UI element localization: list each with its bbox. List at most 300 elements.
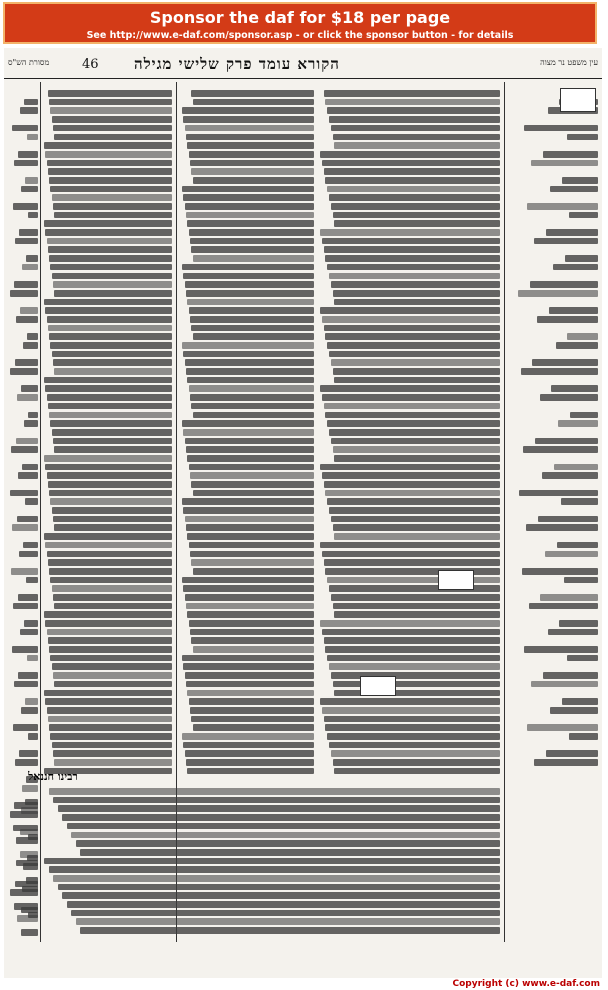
text-line: [329, 742, 500, 749]
text-line: [53, 797, 500, 804]
text-line: [50, 420, 172, 427]
text-line: [24, 620, 38, 627]
text-line: [322, 394, 500, 401]
text-line: [331, 516, 500, 523]
text-line: [324, 559, 500, 566]
text-line: [320, 464, 500, 471]
text-line: [190, 160, 314, 167]
text-line: [193, 412, 314, 419]
text-line: [183, 429, 314, 436]
text-line: [50, 107, 172, 114]
text-line: [186, 681, 314, 688]
text-line: [54, 603, 172, 610]
text-line: [25, 799, 38, 806]
text-line: [182, 264, 314, 271]
text-line: [53, 875, 500, 882]
text-line: [183, 116, 314, 123]
text-line: [325, 333, 500, 340]
text-line: [187, 299, 314, 306]
text-line: [52, 742, 172, 749]
text-line: [16, 316, 38, 323]
text-line: [26, 577, 38, 584]
text-line: [186, 446, 314, 453]
text-line: [325, 99, 500, 106]
text-line: [329, 429, 500, 436]
text-line: [52, 116, 172, 123]
text-line: [570, 412, 598, 419]
text-line: [329, 273, 500, 280]
text-line: [322, 472, 500, 479]
text-line: [45, 620, 172, 627]
text-line: [189, 385, 314, 392]
text-line: [191, 559, 314, 566]
text-line: [12, 125, 38, 132]
text-line: [527, 724, 598, 731]
text-line: [324, 168, 500, 175]
text-line: [546, 750, 598, 757]
text-line: [187, 142, 314, 149]
text-line: [524, 125, 598, 132]
text-line: [187, 533, 314, 540]
text-line: [182, 186, 314, 193]
text-line: [548, 629, 598, 636]
text-line: [44, 690, 172, 697]
text-line: [47, 316, 172, 323]
page-number: 46: [82, 57, 99, 72]
text-line: [545, 551, 598, 558]
tosafot-column: [44, 88, 172, 778]
text-line: [23, 542, 38, 549]
text-line: [52, 663, 172, 670]
text-line: [54, 446, 172, 453]
text-line: [27, 333, 38, 340]
text-line: [324, 403, 500, 410]
text-line: [47, 707, 172, 714]
text-line: [21, 707, 38, 714]
text-line: [183, 351, 314, 358]
text-line: [333, 290, 500, 297]
text-line: [191, 325, 314, 332]
text-line: [49, 177, 172, 184]
text-line: [562, 698, 598, 705]
text-line: [50, 733, 172, 740]
text-line: [183, 585, 314, 592]
text-line: [327, 107, 500, 114]
text-line: [49, 866, 500, 873]
text-line: [329, 194, 500, 201]
text-line: [329, 116, 500, 123]
text-line: [322, 316, 500, 323]
text-line: [324, 481, 500, 488]
text-line: [14, 160, 38, 167]
text-line: [21, 807, 38, 814]
text-line: [18, 472, 38, 479]
text-line: [80, 927, 500, 934]
text-line: [19, 750, 38, 757]
text-line: [17, 516, 38, 523]
text-line: [325, 724, 500, 731]
text-line: [324, 637, 500, 644]
text-line: [333, 368, 500, 375]
text-line: [53, 594, 172, 601]
text-line: [534, 238, 598, 245]
text-line: [550, 186, 598, 193]
page-title: הקורא עומד פרק שלישי מגילה: [134, 55, 340, 73]
text-line: [76, 840, 500, 847]
text-line: [549, 307, 599, 314]
text-line: [10, 290, 38, 297]
text-line: [54, 524, 172, 531]
text-line: [564, 577, 598, 584]
text-line: [189, 620, 314, 627]
text-line: [50, 342, 172, 349]
text-line: [47, 551, 172, 558]
text-line: [553, 264, 598, 271]
text-line: [551, 385, 598, 392]
text-line: [190, 472, 314, 479]
text-line: [569, 733, 598, 740]
text-line: [10, 490, 38, 497]
text-line: [44, 220, 172, 227]
text-line: [25, 177, 38, 184]
text-line: [52, 273, 172, 280]
text-line: [54, 290, 172, 297]
text-line: [191, 168, 314, 175]
text-line: [187, 455, 314, 462]
text-line: [550, 707, 598, 714]
text-line: [48, 168, 172, 175]
text-line: [16, 860, 38, 867]
text-line: [185, 438, 314, 445]
text-line: [193, 646, 314, 653]
text-line: [10, 368, 38, 375]
text-line: [543, 672, 598, 679]
text-line: [540, 394, 599, 401]
text-line: [322, 629, 500, 636]
text-line: [53, 438, 172, 445]
text-line: [52, 507, 172, 514]
margin-notes-right: [508, 88, 598, 778]
text-line: [187, 768, 314, 775]
text-line: [529, 603, 598, 610]
text-line: [567, 655, 599, 662]
text-line: [190, 238, 314, 245]
text-line: [49, 99, 172, 106]
text-line: [329, 507, 500, 514]
text-line: [331, 359, 500, 366]
text-line: [18, 594, 38, 601]
text-line: [182, 655, 314, 662]
text-line: [190, 707, 314, 714]
text-line: [186, 212, 314, 219]
text-line: [182, 342, 314, 349]
text-line: [20, 307, 38, 314]
text-line: [193, 177, 314, 184]
text-line: [567, 134, 599, 141]
text-line: [54, 134, 172, 141]
text-line: [19, 551, 38, 558]
column-rule: [40, 82, 41, 942]
text-line: [325, 490, 500, 497]
text-line: [48, 325, 172, 332]
text-line: [45, 229, 172, 236]
text-line: [185, 516, 314, 523]
text-line: [333, 134, 500, 141]
text-line: [49, 412, 172, 419]
text-line: [186, 524, 314, 531]
text-line: [189, 229, 314, 236]
text-line: [27, 655, 38, 662]
text-line: [320, 698, 500, 705]
text-line: [333, 446, 500, 453]
text-line: [333, 603, 500, 610]
text-line: [334, 533, 500, 540]
text-line: [327, 577, 500, 584]
text-line: [558, 420, 598, 427]
text-line: [540, 594, 598, 601]
text-line: [24, 99, 38, 106]
text-line: [521, 368, 598, 375]
text-line: [535, 438, 598, 445]
text-line: [189, 698, 314, 705]
text-line: [193, 99, 314, 106]
text-line: [76, 918, 500, 925]
text-line: [182, 420, 314, 427]
text-line: [518, 290, 598, 297]
text-line: [331, 125, 500, 132]
text-line: [47, 394, 172, 401]
text-line: [532, 359, 598, 366]
text-line: [524, 646, 598, 653]
text-line: [559, 620, 598, 627]
text-line: [48, 403, 172, 410]
text-line: [554, 464, 598, 471]
text-line: [15, 359, 38, 366]
text-line: [58, 884, 500, 891]
text-line: [13, 603, 38, 610]
text-line: [322, 707, 500, 714]
text-line: [183, 507, 314, 514]
text-line: [191, 481, 314, 488]
text-line: [331, 594, 500, 601]
text-line: [53, 672, 172, 679]
text-line: [11, 446, 38, 453]
text-line: [17, 394, 38, 401]
text-line: [320, 307, 500, 314]
text-line: [320, 385, 500, 392]
text-line: [185, 203, 314, 210]
text-line: [25, 698, 38, 705]
text-line: [54, 681, 172, 688]
text-line: [334, 377, 500, 384]
text-line: [190, 629, 314, 636]
text-line: [50, 186, 172, 193]
text-line: [329, 585, 500, 592]
text-line: [47, 238, 172, 245]
text-line: [71, 910, 500, 917]
text-line: [189, 307, 314, 314]
text-line: [50, 577, 172, 584]
text-line: [322, 238, 500, 245]
text-line: [333, 759, 500, 766]
text-line: [322, 160, 500, 167]
text-line: [182, 577, 314, 584]
text-line: [185, 594, 314, 601]
text-line: [67, 901, 500, 908]
text-line: [531, 681, 598, 688]
text-line: [186, 290, 314, 297]
text-line: [527, 203, 598, 210]
text-line: [322, 551, 500, 558]
text-line: [537, 316, 598, 323]
text-line: [327, 420, 500, 427]
text-line: [20, 629, 38, 636]
text-line: [193, 490, 314, 497]
text-line: [333, 524, 500, 531]
text-line: [186, 603, 314, 610]
text-line: [320, 620, 500, 627]
gemara-column: [182, 88, 314, 778]
text-line: [329, 663, 500, 670]
text-line: [334, 768, 500, 775]
text-line: [327, 498, 500, 505]
text-line: [538, 516, 598, 523]
text-line: [28, 212, 38, 219]
text-line: [21, 385, 38, 392]
text-line: [191, 403, 314, 410]
text-line: [28, 912, 38, 919]
rashi-column: [320, 88, 500, 778]
text-line: [67, 823, 500, 830]
text-line: [187, 690, 314, 697]
initial-word: [560, 88, 596, 112]
text-line: [53, 516, 172, 523]
text-line: [52, 194, 172, 201]
text-line: [324, 246, 500, 253]
text-line: [185, 359, 314, 366]
text-line: [54, 368, 172, 375]
text-line: [25, 498, 38, 505]
text-line: [324, 325, 500, 332]
text-line: [327, 342, 500, 349]
text-line: [11, 568, 38, 575]
text-line: [333, 681, 500, 688]
text-line: [569, 212, 598, 219]
text-line: [182, 498, 314, 505]
text-line: [49, 724, 172, 731]
text-line: [44, 377, 172, 384]
text-line: [333, 212, 500, 219]
text-line: [531, 160, 598, 167]
text-line: [53, 203, 172, 210]
text-line: [45, 698, 172, 705]
text-line: [23, 342, 38, 349]
text-line: [28, 834, 39, 841]
running-header: [4, 52, 602, 79]
text-line: [45, 464, 172, 471]
text-line: [58, 805, 500, 812]
text-line: [15, 238, 38, 245]
column-rule: [504, 82, 505, 942]
text-line: [523, 446, 598, 453]
text-line: [325, 646, 500, 653]
text-line: [53, 281, 172, 288]
sponsor-title: Sponsor the daf for $18 per page: [149, 8, 451, 27]
text-line: [183, 273, 314, 280]
text-line: [182, 733, 314, 740]
text-line: [542, 472, 598, 479]
text-line: [185, 750, 314, 757]
text-line: [26, 255, 38, 262]
text-line: [327, 655, 500, 662]
text-line: [19, 229, 38, 236]
text-line: [21, 929, 38, 936]
text-line: [327, 733, 500, 740]
bottom-commentary: [44, 786, 500, 936]
text-line: [48, 246, 172, 253]
text-line: [185, 125, 314, 132]
text-line: [185, 672, 314, 679]
text-line: [49, 490, 172, 497]
text-line: [49, 568, 172, 575]
text-line: [334, 142, 500, 149]
text-line: [331, 438, 500, 445]
text-line: [50, 264, 172, 271]
text-line: [62, 892, 500, 899]
text-line: [325, 177, 500, 184]
text-line: [14, 903, 38, 910]
text-line: [28, 733, 38, 740]
ein-mishpat-label: עין משפט נר מצוה: [540, 58, 598, 67]
text-line: [324, 716, 500, 723]
text-line: [186, 759, 314, 766]
text-line: [22, 464, 38, 471]
text-line: [44, 299, 172, 306]
text-line: [15, 759, 38, 766]
text-line: [543, 151, 598, 158]
text-line: [327, 264, 500, 271]
text-line: [52, 351, 172, 358]
text-line: [557, 542, 598, 549]
text-line: [191, 246, 314, 253]
sponsor-banner[interactable]: [3, 2, 597, 44]
initial-word: [360, 676, 396, 696]
text-line: [561, 498, 598, 505]
text-line: [320, 542, 500, 549]
text-line: [45, 385, 172, 392]
text-line: [49, 255, 172, 262]
talmud-page: [4, 48, 602, 978]
text-line: [193, 333, 314, 340]
text-line: [44, 455, 172, 462]
text-line: [49, 788, 500, 795]
text-line: [334, 299, 500, 306]
masoret-label: מסורת הש"ס: [8, 58, 50, 67]
text-line: [193, 724, 314, 731]
text-line: [186, 134, 314, 141]
text-line: [193, 568, 314, 575]
text-line: [329, 351, 500, 358]
text-line: [16, 438, 38, 445]
text-line: [191, 90, 314, 97]
text-line: [530, 281, 598, 288]
text-line: [24, 420, 38, 427]
text-line: [53, 750, 172, 757]
text-line: [546, 229, 598, 236]
text-line: [48, 90, 172, 97]
text-line: [331, 281, 500, 288]
text-line: [324, 90, 500, 97]
